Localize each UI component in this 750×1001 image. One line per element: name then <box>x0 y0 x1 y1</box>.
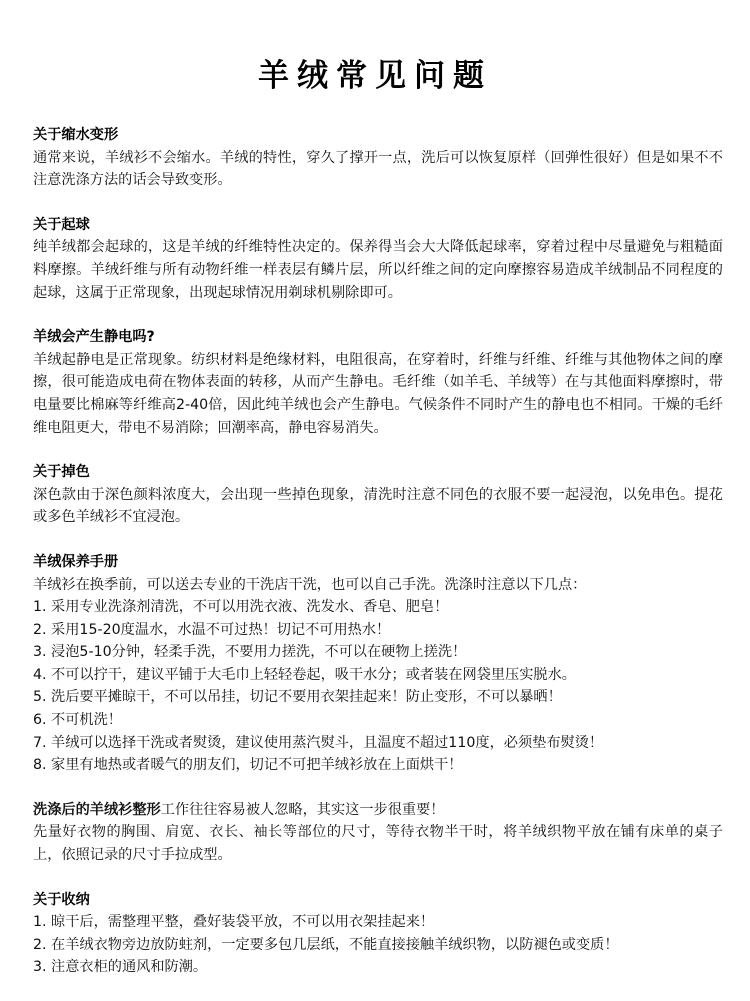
section-heading: 羊绒保养手册 <box>33 553 119 570</box>
section-text: 深色款由于深色颜料浓度大，会出现一些掉色现象，清洗时注意不同色的衣服不要一起浸泡，以免串色。提花或多色羊绒衫不宜浸泡。 <box>33 486 723 526</box>
section-heading: 洗涤后的羊绒衫整形 <box>33 801 161 818</box>
section-storage <box>33 889 723 979</box>
section-heading: 关于起球 <box>33 216 90 233</box>
section-heading-rest: 工作往往容易被人忽略，其实这一步很重要！ <box>160 801 445 818</box>
page-title: 羊绒常见问题 <box>258 58 492 94</box>
list-item: 1. 采用专业洗涤剂清洗，不可以用洗衣液、洗发水、香皂、肥皂！ <box>33 599 449 616</box>
section-text: 纯羊绒都会起球的，这是羊绒的纤维特性决定的。保养得当会大大降低起球率，穿着过程中尽量避免与粗糙面料摩擦。羊绒纤维与所有动物纤维一样表层有鳞片层，所以纤维之间的定向摩擦容易造成羊绒制品不同程度的起球，这属于正常现象，出现起球情况用剃球机剔除即可。 <box>33 239 723 301</box>
section-heading: 关于收纳 <box>33 891 90 908</box>
section-heading: 关于掉色 <box>33 464 90 481</box>
list-item: 7. 羊绒可以选择干洗或者熨烫，建议使用蒸汽熨斗，且温度不超过110度，必须垫布熨烫！ <box>33 734 604 751</box>
list-item: 8. 家里有地热或者暖气的朋友们，切记不可把羊绒衫放在上面烘干！ <box>33 757 463 774</box>
section-heading-line <box>33 799 723 822</box>
section-text: 通常来说，羊绒衫不会缩水。羊绒的特性，穿久了撑开一点，洗后可以恢复原样（回弹性很好）但是如果不不注意洗涤方法的话会导致变形。 <box>33 149 723 189</box>
list-item: 5. 洗后要平摊晾干，不可以吊挂，切记不要用衣架挂起来！防止变形，不可以暴晒！ <box>33 689 562 706</box>
list-item: 4. 不可以拧干，建议平铺于大毛巾上轻轻卷起，吸干水分；或者装在网袋里压实脱水。 <box>33 666 576 683</box>
section-intro: 羊绒衫在换季前，可以送去专业的干洗店干洗，也可以自己手洗。洗涤时注意以下几点： <box>33 576 587 593</box>
list-item: 3. 浸泡5-10分钟，轻柔手洗，不要用力搓洗，不可以在硬物上搓洗！ <box>33 644 467 661</box>
section-care <box>33 551 723 777</box>
list-item: 1. 晾干后，需整理平整，叠好装袋平放，不可以用衣架挂起来！ <box>33 914 435 931</box>
section-pilling <box>33 214 723 304</box>
section-text: 先量好衣物的胸围、肩宽、衣长、袖长等部位的尺寸，等待衣物半干时，将羊绒织物平放在铺有床单的桌子上，依照记录的尺寸手拉成型。 <box>33 824 723 864</box>
section-static <box>33 326 723 439</box>
list-item: 2. 采用15-20度温水，水温不可过热！切记不可用热水！ <box>33 621 391 638</box>
section-shaping <box>33 799 723 867</box>
section-heading: 羊绒会产生静电吗? <box>33 329 155 346</box>
faq-content <box>33 124 723 1001</box>
section-shrink <box>33 124 723 192</box>
list-item: 6. 不可机洗！ <box>33 712 122 729</box>
section-fading <box>33 461 723 529</box>
list-item: 3. 注意衣柜的通风和防潮。 <box>33 959 208 976</box>
list-item: 2. 在羊绒衣物旁边放防蛀剂，一定要多包几层纸，不能直接接触羊绒织物，以防褪色或变质！ <box>33 936 619 953</box>
section-text: 羊绒起静电是正常现象。纺织材料是绝缘材料，电阻很高，在穿着时，纤维与纤维、纤维与其他物体之间的摩擦，很可能造成电荷在物体表面的转移，从而产生静电。毛纤维（如羊毛、羊绒等）在与其他面料摩擦时，带电量要比棉麻等纤维高2-40倍，因此纯羊绒也会产生静电。气候条件不同时产生的静电也不相同。干燥的毛纤维电阻更大，带电不易消除；回潮率高，静电容易消失。 <box>33 351 723 436</box>
section-heading: 关于缩水变形 <box>33 127 119 143</box>
